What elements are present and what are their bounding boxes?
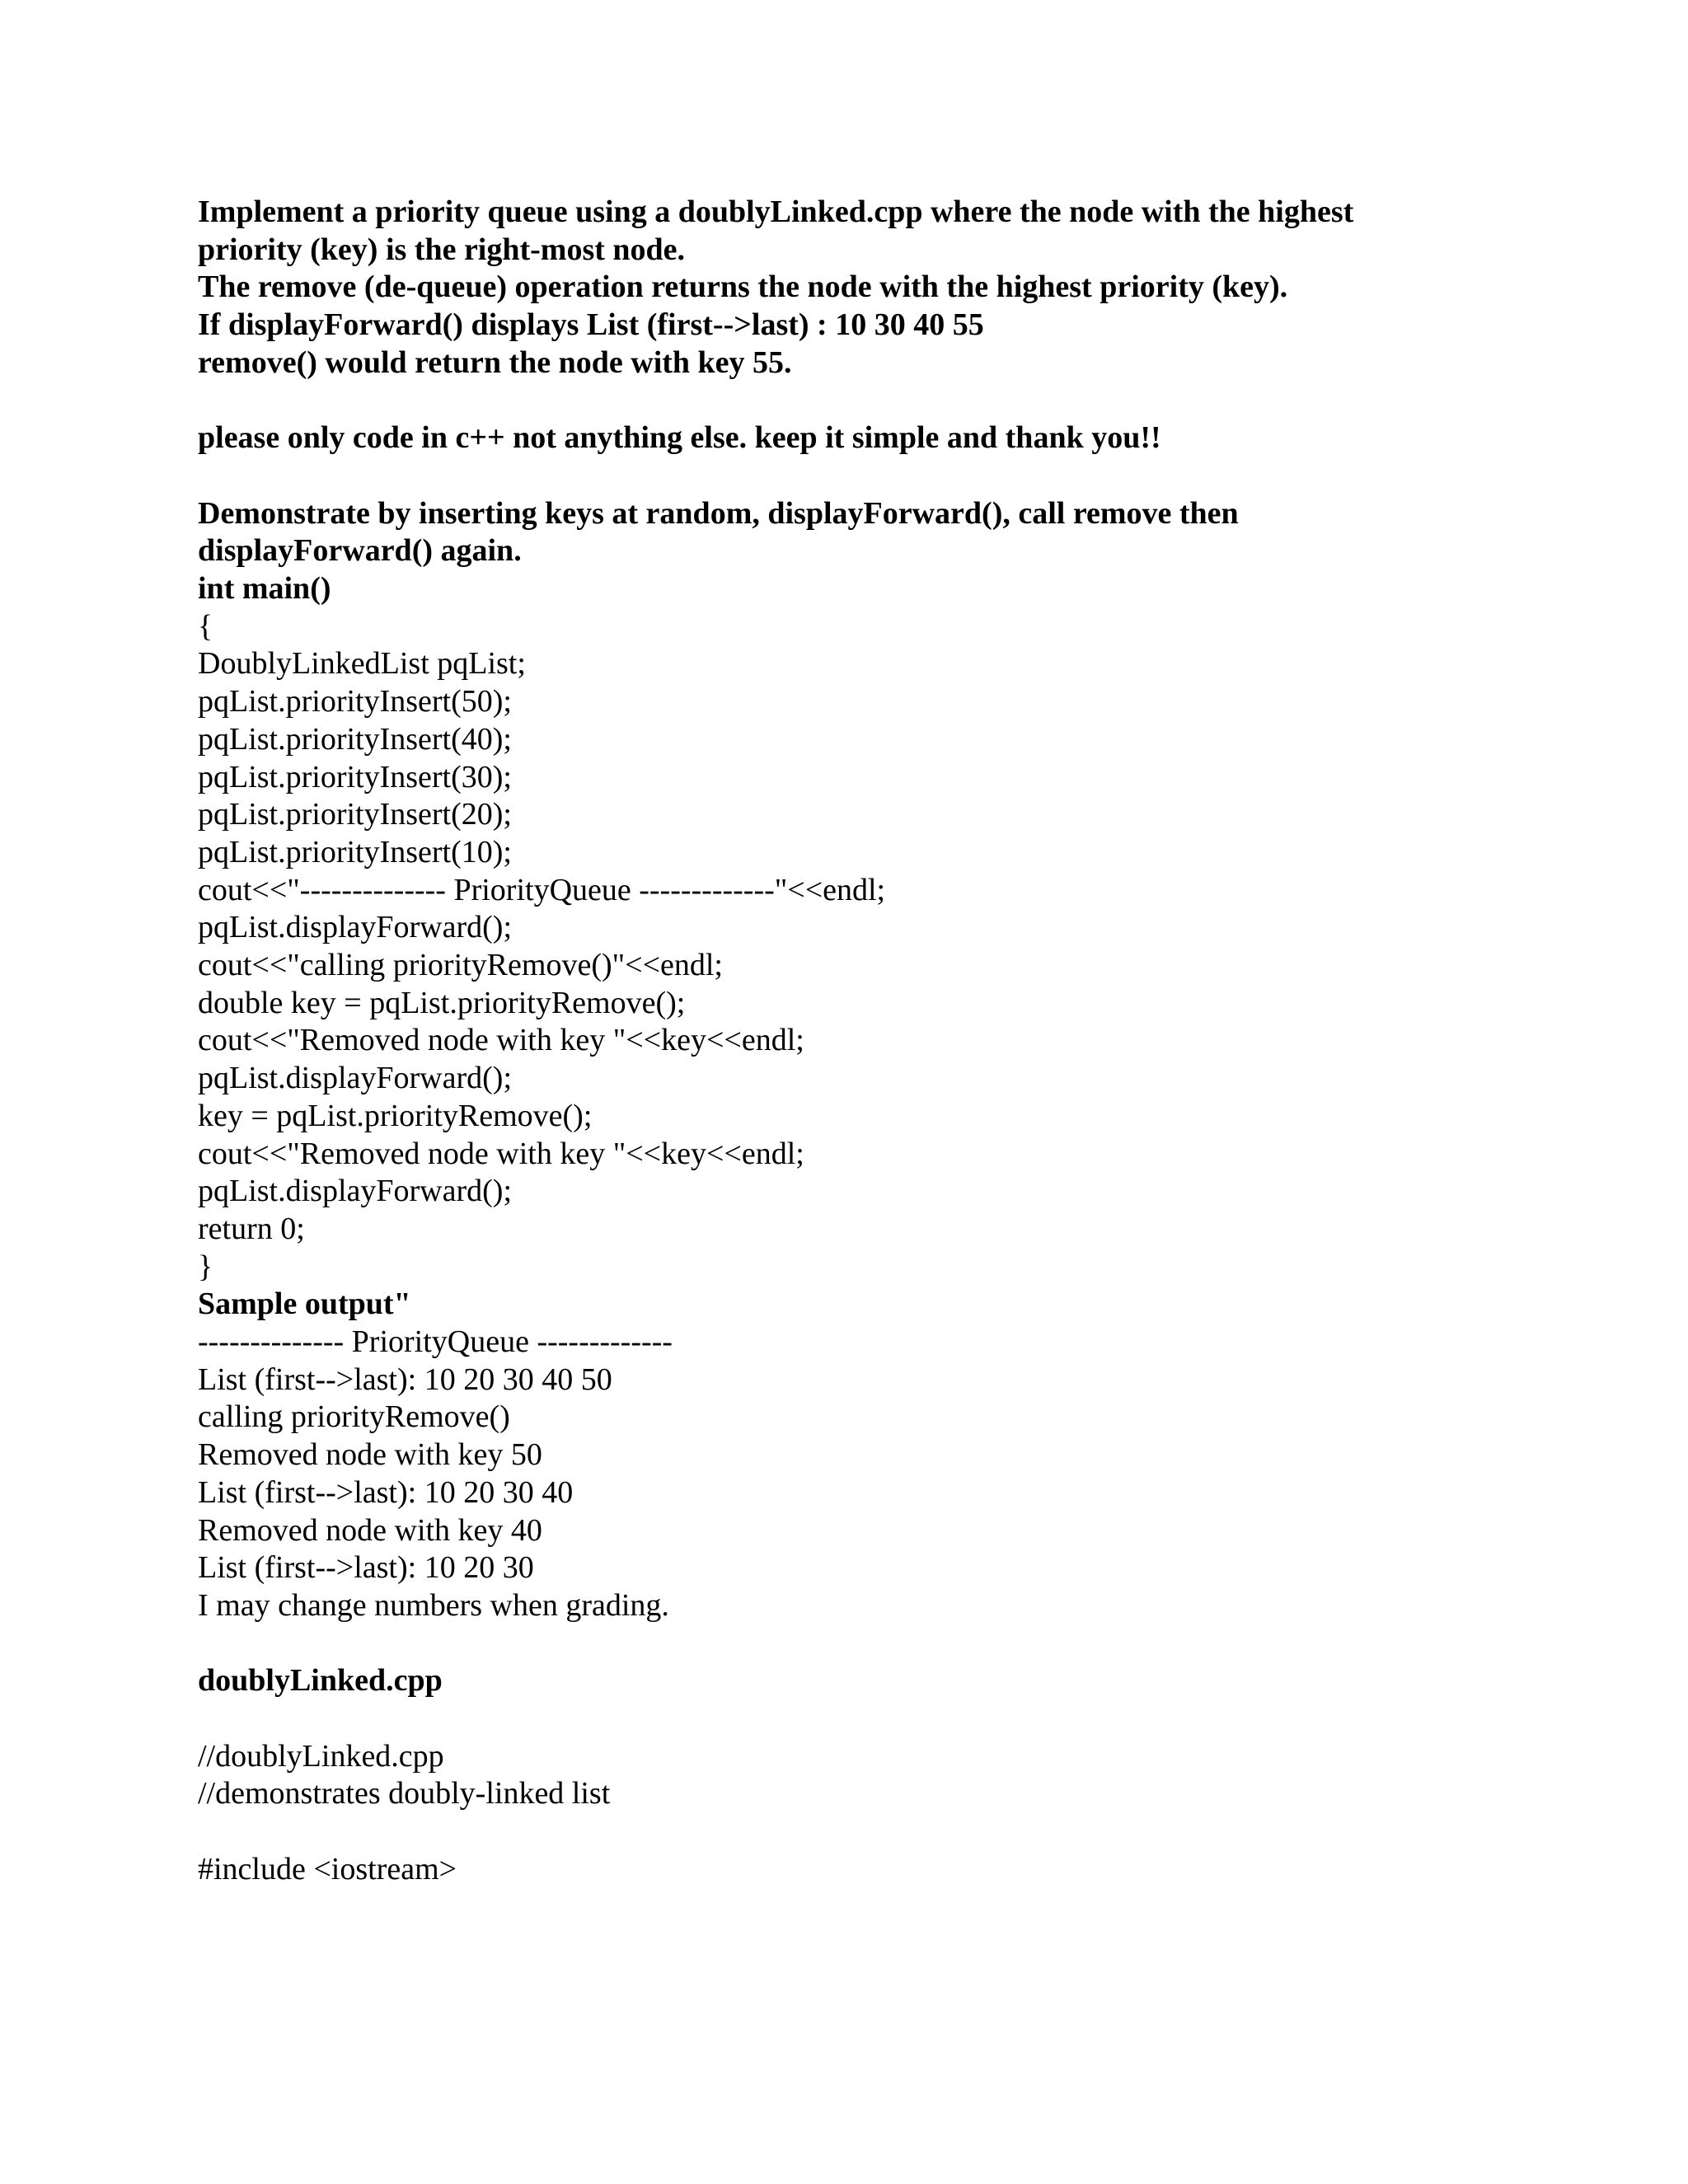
output-line: Removed node with key 50 [198, 1437, 542, 1473]
file-heading: doublyLinked.cpp [198, 1663, 443, 1699]
paragraph-gap [198, 382, 1484, 420]
output-line: List (first-->last): 10 20 30 [198, 1550, 534, 1586]
demo-line: Demonstrate by inserting keys at random, displayForward(), call remove then [198, 495, 1239, 531]
output-line: Removed node with key 40 [198, 1512, 542, 1548]
demo-line: displayForward() again. [198, 533, 522, 569]
paragraph-gap [198, 457, 1484, 495]
intro-paragraph [198, 194, 1484, 382]
intro-line: Implement a priority queue using a doublyLinked.cpp where the node with the highest [198, 194, 1354, 229]
main-signature: int main() [198, 571, 331, 606]
code-line: cout<<"Removed node with key "<<key<<endl; [198, 1136, 804, 1171]
output-line: -------------- PriorityQueue ------------- [198, 1324, 673, 1360]
code-line: pqList.displayForward(); [198, 1061, 513, 1096]
code-line: } [198, 1249, 213, 1284]
code-line: cout<<"calling priorityRemove()"<<endl; [198, 948, 723, 983]
intro-line: remove() would return the node with key 55. [198, 344, 792, 380]
code-line: pqList.displayForward(); [198, 910, 513, 945]
code-line: return 0; [198, 1211, 305, 1246]
code-line: pqList.priorityInsert(20); [198, 797, 512, 832]
code-line: pqList.priorityInsert(50); [198, 684, 512, 719]
comment-line: //demonstrates doubly-linked list [198, 1776, 611, 1811]
code-line: pqList.displayForward(); [198, 1174, 513, 1209]
comment-line: //doublyLinked.cpp [198, 1738, 444, 1774]
code-line: pqList.priorityInsert(40); [198, 721, 512, 757]
document-page [198, 194, 1484, 1889]
file-comment-block [198, 1738, 1484, 1813]
code-line: DoublyLinkedList pqList; [198, 646, 526, 682]
code-line: { [198, 608, 213, 644]
code-line: pqList.priorityInsert(30); [198, 759, 512, 794]
note-line: please only code in c++ not anything else. keep it simple and thank you!! [198, 420, 1161, 456]
intro-line: priority (key) is the right-most node. [198, 232, 686, 267]
code-line: cout<<"-------------- PriorityQueue -------------"<<endl; [198, 872, 886, 907]
grading-note: I may change numbers when grading. [198, 1587, 669, 1623]
code-line: double key = pqList.priorityRemove(); [198, 985, 686, 1020]
paragraph-gap [198, 1813, 1484, 1851]
code-line: key = pqList.priorityRemove(); [198, 1098, 593, 1133]
intro-line: If displayForward() displays List (first-->last) : 10 30 40 55 [198, 307, 984, 343]
output-line: List (first-->last): 10 20 30 40 [198, 1474, 574, 1510]
paragraph-gap [198, 1625, 1484, 1663]
intro-line: The remove (de-queue) operation returns the node with the highest priority (key). [198, 269, 1288, 305]
code-line: cout<<"Removed node with key "<<key<<endl; [198, 1023, 804, 1058]
main-code-block [198, 608, 1484, 1286]
paragraph-gap [198, 1700, 1484, 1738]
demo-paragraph [198, 495, 1484, 608]
output-line: List (first-->last): 10 20 30 40 50 [198, 1361, 612, 1397]
include-line: #include <iostream> [198, 1851, 457, 1886]
sample-output-block [198, 1324, 1484, 1625]
code-line: pqList.priorityInsert(10); [198, 834, 512, 869]
output-line: calling priorityRemove() [198, 1399, 510, 1435]
sample-output-heading: Sample output" [198, 1286, 411, 1322]
